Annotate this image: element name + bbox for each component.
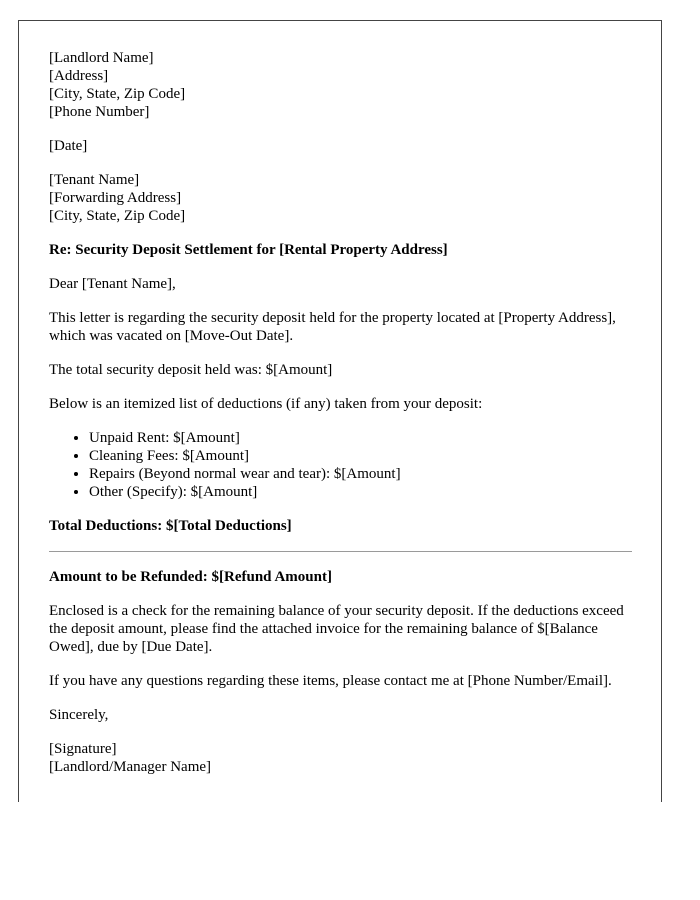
contact-paragraph: If you have any questions regarding these items, please contact me at [Phone Number/Email].	[49, 673, 612, 689]
enclosed-paragraph: Enclosed is a check for the remaining balance of your security deposit. If the deductions exceed the deposit amount, please find the attached invoice for the remaining balance of $[Balance Owed], due by [Due Date].	[49, 603, 624, 655]
recipient-name: [Tenant Name]	[49, 172, 140, 188]
recipient-forwarding-address: [Forwarding Address]	[49, 190, 182, 206]
letter-date: [Date]	[49, 138, 88, 154]
sender-city-state-zip: [City, State, Zip Code]	[49, 86, 186, 102]
divider	[49, 551, 632, 552]
signature-line: [Signature]	[49, 741, 117, 757]
sender-address: [Address]	[49, 68, 109, 84]
subject-line: Re: Security Deposit Settlement for [Rental Property Address]	[49, 242, 448, 258]
deduction-item: • Other (Specify): $[Amount]	[89, 483, 632, 501]
deductions-intro: Below is an itemized list of deductions (if any) taken from your deposit:	[49, 396, 483, 412]
recipient-block	[49, 171, 632, 225]
intro-paragraph: This letter is regarding the security deposit held for the property located at [Property Address], which was vacated on [Move-Out Date].	[49, 310, 616, 344]
salutation: Dear [Tenant Name],	[49, 276, 176, 292]
deduction-item: • Cleaning Fees: $[Amount]	[89, 447, 632, 465]
deductions-list	[49, 429, 632, 501]
signature-block	[49, 740, 632, 776]
deposit-total: The total security deposit held was: $[Amount]	[49, 362, 333, 378]
deduction-item: • Unpaid Rent: $[Amount]	[89, 429, 632, 447]
total-deductions: Total Deductions: $[Total Deductions]	[49, 518, 292, 534]
recipient-city-state-zip: [City, State, Zip Code]	[49, 208, 186, 224]
sender-name: [Landlord Name]	[49, 50, 154, 66]
sender-block	[49, 49, 632, 121]
closing: Sincerely,	[49, 707, 109, 723]
letter-page	[18, 20, 662, 802]
signer-name: [Landlord/Manager Name]	[49, 759, 212, 775]
refund-amount: Amount to be Refunded: $[Refund Amount]	[49, 569, 332, 585]
sender-phone: [Phone Number]	[49, 104, 150, 120]
deduction-item: • Repairs (Beyond normal wear and tear): $[Amount]	[89, 465, 632, 483]
